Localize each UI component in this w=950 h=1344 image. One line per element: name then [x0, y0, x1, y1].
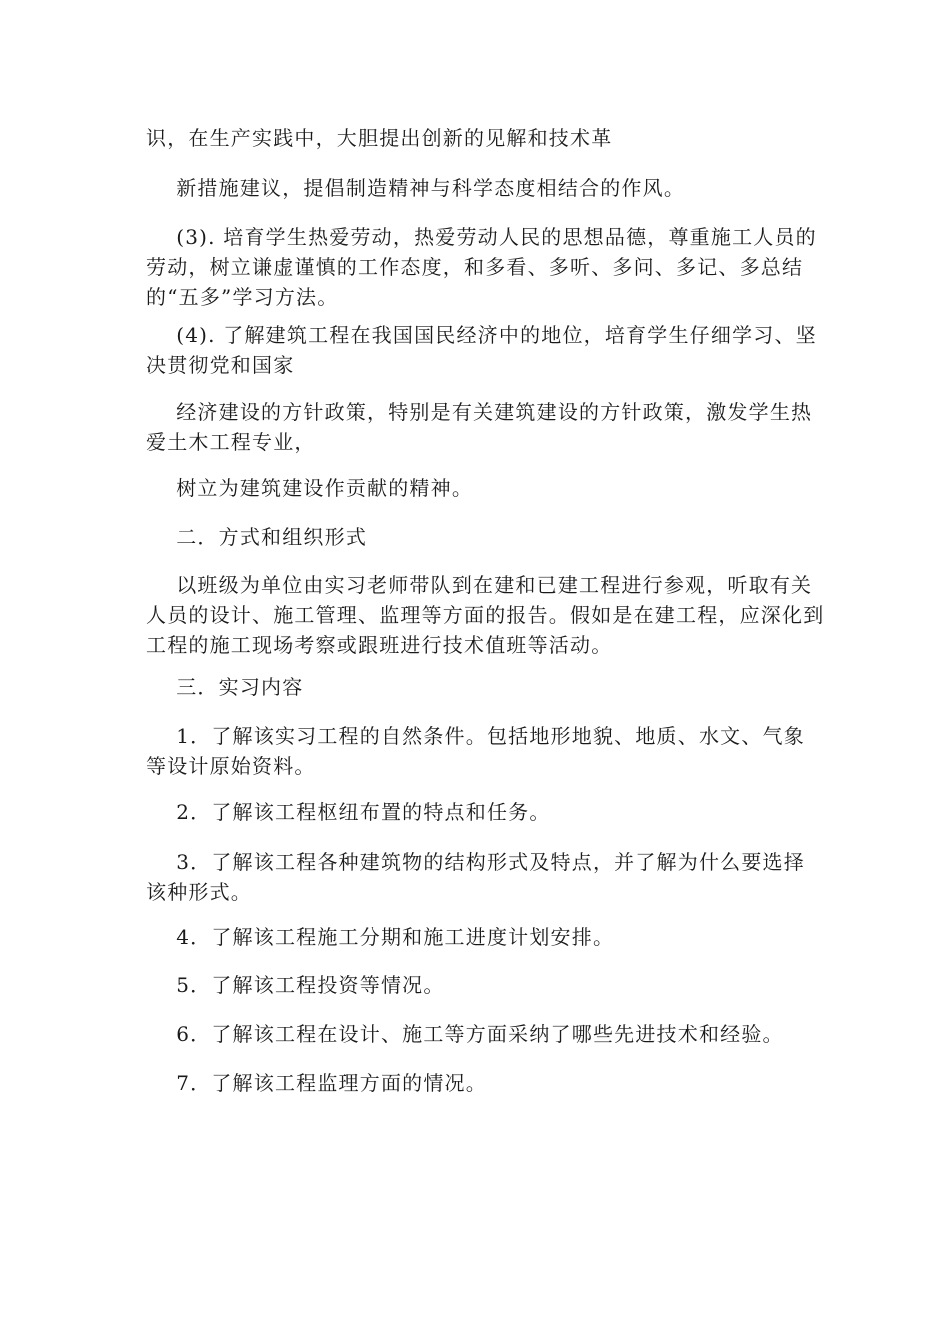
paragraph-5: 经济建设的方针政策，特别是有关建筑建设的方针政策，激发学生热爱土木工程专业， [146, 400, 813, 454]
list-item-3: 3．了解该工程各种建筑物的结构形式及特点，并了解为什么要选择该种形式。 [146, 850, 805, 904]
list-item-2: 2．了解该工程枢纽布置的特点和任务。 [146, 800, 551, 824]
paragraph-3: (3). 培育学生热爱劳动，热爱劳动人民的思想品德，尊重施工人员的劳动，树立谦虚谨慎的工作态度，和多看、多听、多问、多记、多总结的“五多”学习方法。 [146, 225, 817, 309]
list-item-4: 4．了解该工程施工分期和施工进度计划安排。 [146, 925, 615, 949]
list-item-6: 6．了解该工程在设计、施工等方面采纳了哪些先进技术和经验。 [146, 1022, 784, 1046]
list-item-5: 5．了解该工程投资等情况。 [146, 973, 445, 997]
paragraph-7: 以班级为单位由实习老师带队到在建和已建工程进行参观，听取有关人员的设计、施工管理、监理等方面的报告。假如是在建工程，应深化到工程的施工现场考察或跟班进行技术值班等活动。 [146, 573, 825, 657]
paragraph-1: 识，在生产实践中，大胆提出创新的见解和技术革 [146, 126, 613, 150]
list-item-1: 1．了解该实习工程的自然条件。包括地形地貌、地质、水文、气象等设计原始资料。 [146, 724, 805, 778]
section-heading-3: 三．实习内容 [146, 675, 304, 699]
paragraph-2: 新措施建议，提倡制造精神与科学态度相结合的作风。 [146, 176, 686, 200]
paragraph-4: (4). 了解建筑工程在我国国民经济中的地位，培育学生仔细学习、坚决贯彻党和国家 [146, 323, 817, 377]
paragraph-6: 树立为建筑建设作贡献的精神。 [146, 476, 474, 500]
list-item-7: 7．了解该工程监理方面的情况。 [146, 1071, 487, 1095]
section-heading-2: 二．方式和组织形式 [146, 525, 368, 549]
